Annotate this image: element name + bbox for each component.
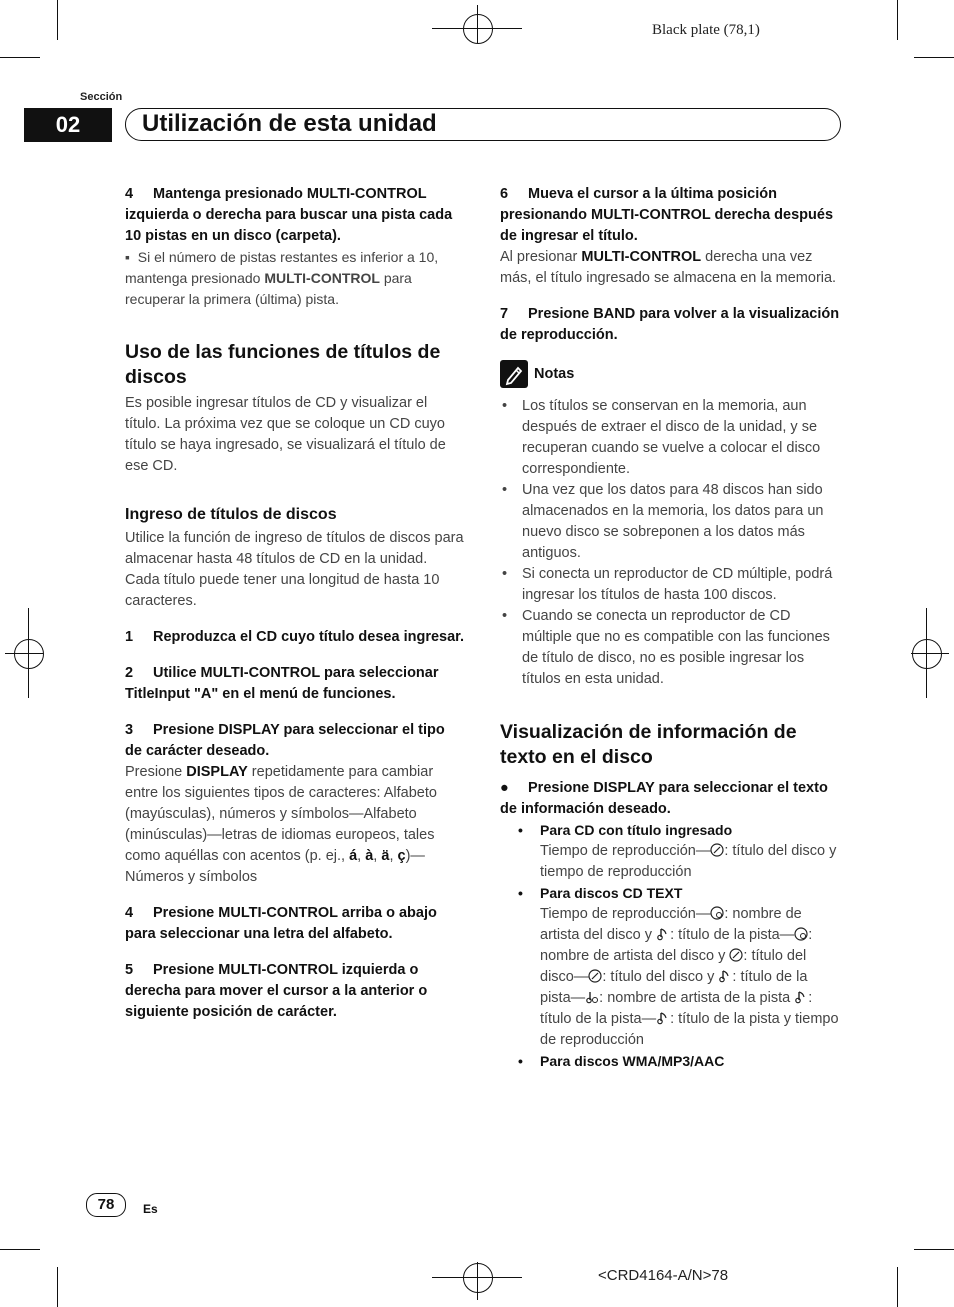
step-4-search: 4 Mantenga presionado MULTI-CONTROL izquierda o derecha para buscar una pista cada 10 pistas en un disco (carpeta). xyxy=(125,186,453,244)
display-item-cdtext: • Para discos CD TEXT xyxy=(500,883,840,904)
crop-mark xyxy=(57,0,58,40)
step-1: 1 Reproduzca el CD cuyo título desea ingresar. xyxy=(125,629,465,645)
step-4-letter: 4 Presione MULTI-CONTROL arriba o abajo para seleccionar una letra del alfabeto. xyxy=(125,905,437,942)
crop-mark xyxy=(914,57,954,58)
display-step: ● Presione DISPLAY para seleccionar el texto de información deseado. xyxy=(500,780,828,817)
music-note-icon xyxy=(718,969,732,983)
titles-body: Es posible ingresar títulos de CD y visualizar el título. La próxima vez que se coloque un CD cuyo título se haya ingresado, se visualizará el título de ese CD. xyxy=(125,395,446,474)
step-4-note: ▪ Si el número de pistas restantes es inferior a 10, mantenga presionado MULTI-CONTROL para recuperar la primera (última) pista. xyxy=(125,249,439,307)
page-title: Utilización de esta unidad xyxy=(142,110,437,137)
music-note-icon xyxy=(794,990,808,1004)
display-item-wma: • Para discos WMA/MP3/AAC xyxy=(500,1051,840,1072)
document-code: <CRD4164-A/N>78 xyxy=(598,1267,729,1284)
section-number: 02 xyxy=(24,108,112,142)
step-3: 3 Presione DISPLAY para seleccionar el tipo de carácter deseado. xyxy=(125,722,445,759)
crop-mark xyxy=(57,1267,58,1307)
left-column xyxy=(125,184,465,1023)
section-heading-display: Visualización de información de texto en el disco xyxy=(500,721,797,768)
crop-mark xyxy=(914,1249,954,1250)
step-6-body: Al presionar MULTI-CONTROL derecha una vez más, el título ingresado se almacena en la memoria. xyxy=(500,249,837,286)
step-5: 5 Presione MULTI-CONTROL izquierda o derecha para mover el cursor a la anterior o siguiente posición de carácter. xyxy=(125,962,428,1020)
plate-label: Black plate (78,1) xyxy=(652,22,760,38)
artist-icon xyxy=(710,906,724,920)
music-note-icon xyxy=(656,927,670,941)
language-label: Es xyxy=(143,1202,158,1216)
input-body: Utilice la función de ingreso de títulos de discos para almacenar hasta 48 títulos de CD en la unidad. Cada título puede tener una longitud de hasta 10 caracteres. xyxy=(125,530,464,609)
square-bullet-icon: ▪ xyxy=(125,249,138,265)
section-heading-titles: Uso de las funciones de títulos de discos xyxy=(125,341,441,388)
crop-mark xyxy=(0,57,40,58)
notes-list xyxy=(500,396,840,690)
bullet-icon: ● xyxy=(500,780,509,796)
disc-icon xyxy=(729,948,743,962)
display-item-cd-desc: Tiempo de reproducción— : título del disco y tiempo de reproducción xyxy=(540,843,837,880)
subheading-input: Ingreso de títulos de discos xyxy=(125,506,337,523)
crop-mark xyxy=(897,0,898,40)
artist-note-icon xyxy=(585,990,599,1004)
note-item: • Si conecta un reproductor de CD múltiple, podrá ingresar los títulos de hasta 100 discos. xyxy=(500,564,840,606)
notes-title: Notas xyxy=(534,365,575,382)
display-item-cdtext-desc: Tiempo de reproducción— : nombre de artista del disco y : título de la pista— : nombre de artista del disco y : título del disco— : título del disco y : título de la pista— : nombre de artista de la pista : título de la pista— : título de la pista y tiempo de reproducción xyxy=(540,906,839,1048)
notes-pencil-icon xyxy=(500,360,528,388)
note-item: • Una vez que los datos para 48 discos han sido almacenados en la memoria, los datos para un nuevo disco se sobreponen a los datos más antiguos. xyxy=(500,480,840,564)
right-column xyxy=(500,184,840,1072)
crop-mark xyxy=(0,1249,40,1250)
step-3-body: Presione DISPLAY repetidamente para cambiar entre los siguientes tipos de caracteres: Alfabeto (mayúsculas), números y símbolos—Alfabeto (minúsculas)—letras de idiomas europeos, tales como aquéllas con acentos (p. ej., á, à, ä, ç)—Números y símbolos xyxy=(125,764,437,885)
note-item: • Cuando se conecta un reproductor de CD múltiple que no es compatible con las funciones de título de disco, no es posible ingresar los títulos en esta unidad. xyxy=(500,606,840,690)
section-label: Sección xyxy=(80,91,123,103)
step-7: 7 Presione BAND para volver a la visualización de reproducción. xyxy=(500,306,840,343)
step-2: 2 Utilice MULTI-CONTROL para seleccionar TitleInput "A" en el menú de funciones. xyxy=(125,665,439,702)
page-number: 78 xyxy=(86,1193,126,1217)
notes-header xyxy=(500,360,840,388)
note-item: • Los títulos se conservan en la memoria, aun después de extraer el disco de la unidad, y se recuperan cuando se vuelve a colocar el disco correspondiente. xyxy=(500,396,840,480)
display-item-cd: • Para CD con título ingresado xyxy=(500,820,840,841)
disc-icon xyxy=(588,969,602,983)
disc-icon xyxy=(710,843,724,857)
music-note-icon xyxy=(656,1011,670,1025)
step-6: 6 Mueva el cursor a la última posición presionando MULTI-CONTROL derecha después de ingresar el título. xyxy=(500,186,834,244)
crop-mark xyxy=(897,1267,898,1307)
artist-icon xyxy=(794,927,808,941)
